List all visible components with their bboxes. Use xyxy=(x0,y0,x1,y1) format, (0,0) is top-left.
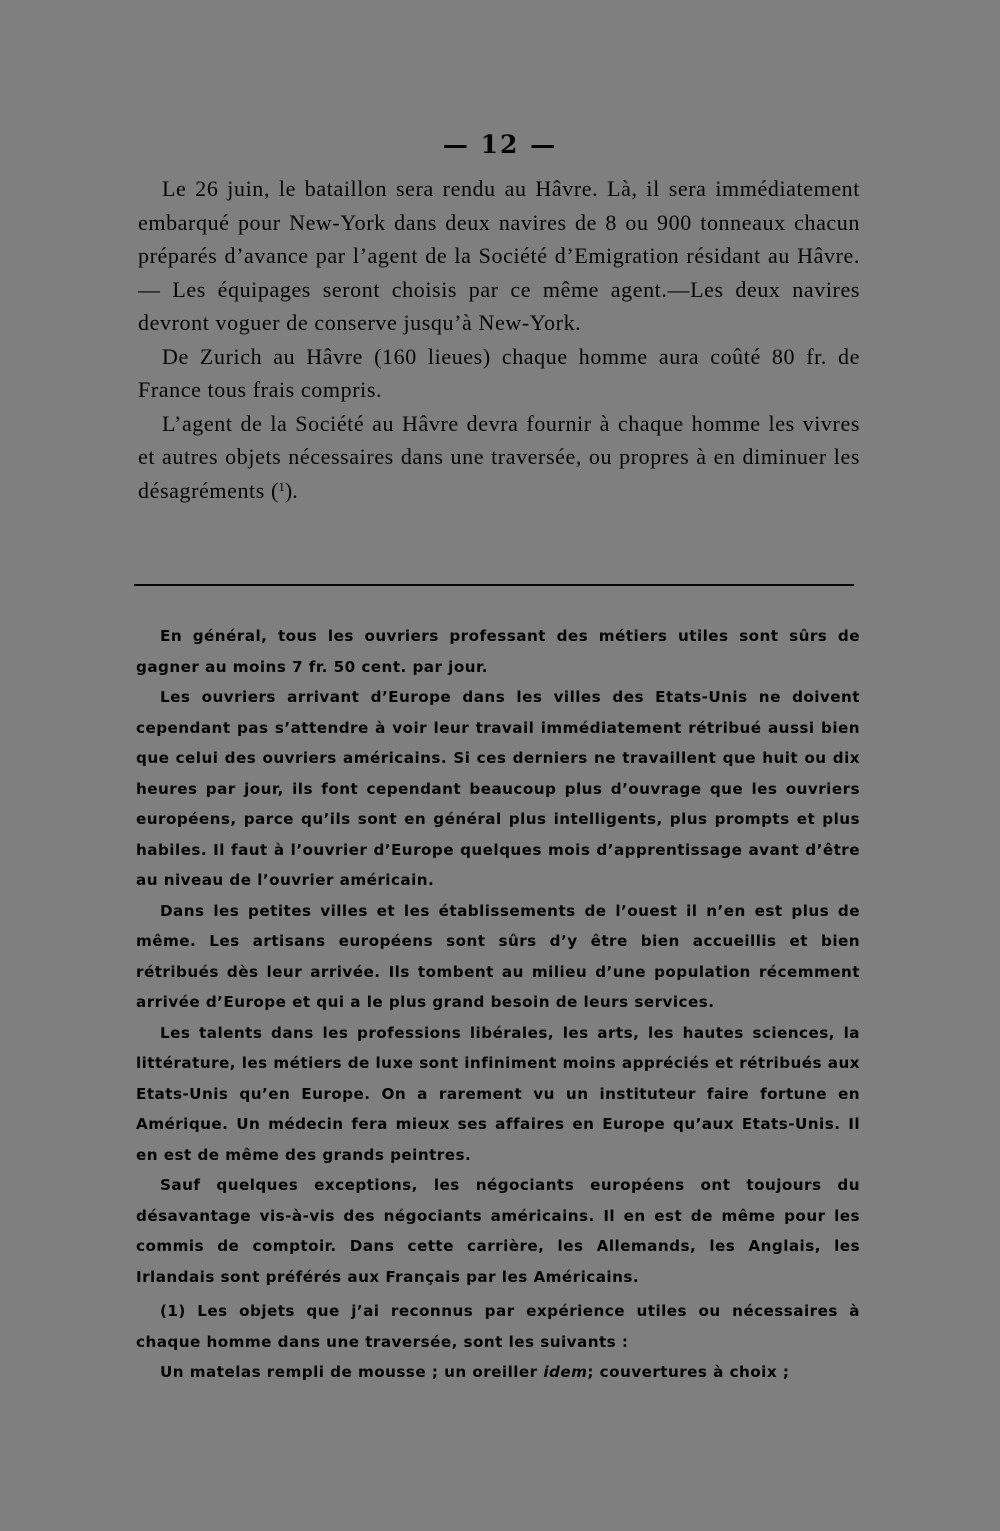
note-european-workers: Les ouvriers arrivant d’Europe dans les villes des Etats-Unis ne doivent cependant pas s’attendre à voir leur travail immédiatement rétribué aussi bien que celui des ouvriers américains. Si ces derniers ne travaillent que huit ou dix heures par jour, ils font cependant beaucoup plus d’ouvrage que les ouvriers européens, parce qu’ils sont en général plus intelligents, plus prompts et plus habiles. Il faut à l’ouvrier d’Europe quelques mois d’apprentissage avant d’être au niveau de l’ouvrier américain. xyxy=(136,688,860,889)
main-text xyxy=(138,172,860,510)
note-western-towns: Dans les petites villes et les établissements de l’ouest il n’en est plus de même. Les artisans européens sont sûrs d’y être bien accueillis et bien rétribués dès leur arrivée. Ils tombent au milieu d’une population récemment arrivée d’Europe et qui a le plus grand besoin de leurs services. xyxy=(136,901,860,1011)
page-number: — 12 — xyxy=(442,130,558,159)
note-liberal-professions: Les talents dans les professions libérales, les arts, les hautes sciences, la littérature, les métiers de luxe sont infiniment moins appréciés et rétribués aux Etats-Unis qu’en Europe. On a rarement vu un instituteur faire fortune en Amérique. Un médecin fera mieux ses affaires en Europe qu’aux Etats-Unis. Il en est de même des grands peintres. xyxy=(136,1023,860,1164)
paragraph-agent-supplies xyxy=(138,407,860,511)
footnote-reference xyxy=(271,478,298,503)
paragraph-battalion-departure: Le 26 juin, le bataillon sera rendu au Hâvre. Là, il sera immédiatement embarqué pour New-York dans deux navires de 8 ou 900 tonneaux chacun préparés d’avance par l’agent de la Société d’Emigration résidant au Hâvre. — Les équipages seront choisis par ce même agent.—Les deux navires devront voguer de conserve jusqu’à New-York. xyxy=(138,176,860,335)
footnote-reference-close: ). xyxy=(284,477,298,503)
paragraph-zurich-cost: De Zurich au Hâvre (160 lieues) chaque homme aura coûté 80 fr. de France tous frais compris. xyxy=(138,343,860,402)
paragraph-agent-supplies-text: L’agent de la Société au Hâvre devra fournir à chaque homme les vivres et autres objets nécessaires dans une traversée, ou propres à en diminuer les désagréments xyxy=(138,410,860,503)
footnote-items-start: Un matelas rempli de mousse ; un oreiller xyxy=(160,1363,538,1381)
note-workers-wages: En général, tous les ouvriers professant des métiers utiles sont sûrs de gagner au moins 7 fr. 50 cent. par jour. xyxy=(136,627,860,676)
section-divider xyxy=(134,584,854,586)
footnote-reference-number: 1 xyxy=(278,478,285,494)
footnote-items-end: ; couvertures à choix ; xyxy=(587,1363,790,1381)
footnote-items-list xyxy=(136,1357,860,1388)
footnote-1: (1) Les objets que j’ai reconnus par expérience utiles ou nécessaires à chaque homme dans une traversée, sont les suivants : xyxy=(136,1302,860,1351)
notes-section xyxy=(136,621,860,1388)
footnote-reference-open: ( xyxy=(271,477,279,503)
footnote-items-italic: idem xyxy=(543,1363,588,1381)
note-merchants: Sauf quelques exceptions, les négociants européens ont toujours du désavantage vis-à-vis des négociants américains. Il en est de même pour les commis de comptoir. Dans cette carrière, les Allemands, les Anglais, les Irlandais sont préférés aux Français par les Américains. xyxy=(136,1176,860,1286)
